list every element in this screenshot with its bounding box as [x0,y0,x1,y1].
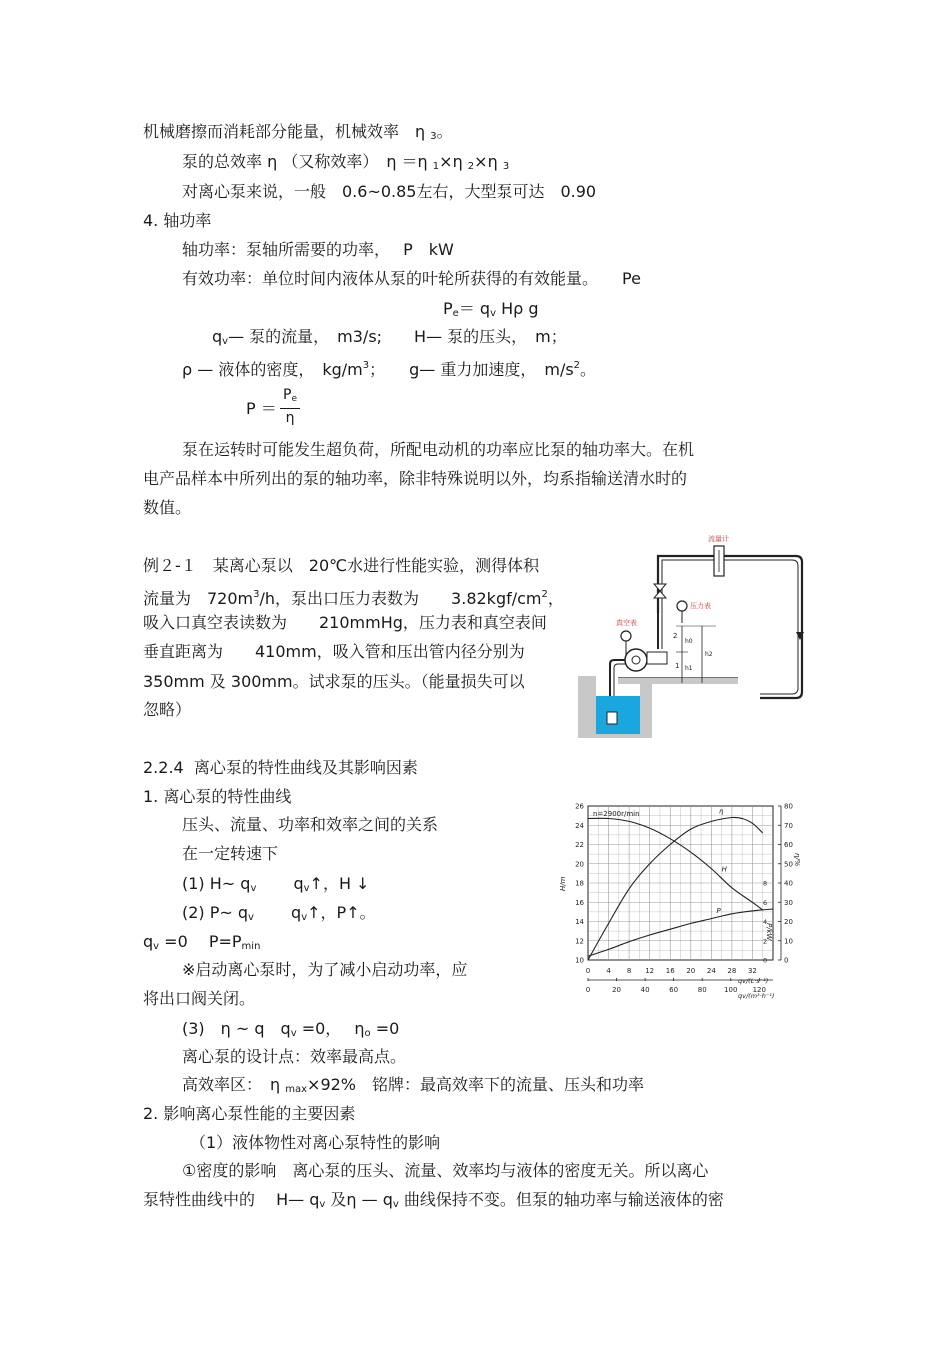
flowmeter-label: 流量计 [708,535,729,543]
y-right-eta-tick-label: 70 [784,821,793,830]
y-right-eta-tick-label: 40 [784,879,793,888]
text-line: (1) H~ $q_v$ $q_v↑$，H ↓ [182,874,370,894]
y-left-tick-label: 14 [575,918,584,926]
vacuum-gauge-label: 真空表 [616,619,637,627]
y-right-eta-tick-label: 60 [784,841,793,849]
y-right-eta-tick-label: 0 [784,956,789,965]
h0-label: h0 [685,638,693,645]
text-line: 轴功率：泵轴所需要的功率， P kW [182,240,454,259]
example-line: 吸入口真空表读数为 210mmHg，压力表和真空表间 [143,613,547,632]
point-1-label: 1 [675,662,680,670]
x-tick-label: 32 [747,967,757,975]
text-line: $q_v—$ 泵的流量， m3/s; H— 泵的压头， m； [212,327,567,347]
y-left-tick-label: 10 [575,956,584,965]
text-line: 在一定转速下 [182,844,279,863]
y-left-tick-label: 22 [575,841,584,849]
paragraph-line: ①密度的影响 离心泵的压头、流量、效率均与液体的密度无关。所以离心 [182,1161,709,1180]
fraction-bar [280,408,300,409]
x-tick-label: 28 [727,967,737,975]
x2-tick-label: 0 [585,986,591,994]
pressure-gauge-label: 压力表 [690,602,711,610]
text-line: $q_v =0$ $P=P_{min}$ [143,932,261,952]
y-right-eta-tick-label: 10 [784,937,793,946]
y-right-p-tick-label: 0 [763,956,768,965]
text-line: 有效功率：单位时间内液体从泵的叶轮所获得的有效能量。 Pe [182,269,641,288]
x-tick-label: 0 [585,967,591,975]
x-tick-label: 20 [686,967,696,975]
x2-tick-label: 40 [640,986,650,994]
text-line: 将出口阀关闭。 [143,989,256,1008]
text-line: 高效率区： η $_{max}$×92% 铭牌：最高效率下的流量、压头和功率 [182,1075,645,1095]
example-line: 例２-１ 某离心泵以 20℃水进行性能实验，测得体积 [143,556,540,575]
h2-label: h2 [705,651,713,658]
y-right-eta-axis-label: η/% [793,853,801,867]
text-line: (3) η ~ q $q_v =0$， $\eta_o =0$ [182,1019,400,1039]
paragraph-line: 泵特性曲线中的 H— $q_v$ 及η — $q_v$ 曲线保持不变。但泵的轴功率与输送液体的密 [143,1190,724,1210]
h1-label: h1 [685,665,693,672]
equation-p-lhs: P ＝ [246,399,277,418]
speed-annotation: n=2900r/min [593,810,640,818]
x2-tick-label: 20 [612,986,622,994]
series-label: η [719,807,724,816]
paragraph-line: 泵在运转时可能发生超负荷，所配电动机的功率应比泵的轴功率大。在机 [182,440,695,459]
x-tick-label: 8 [626,967,632,975]
point-2-label: 2 [673,632,678,640]
x2-tick-label: 80 [697,986,707,994]
y-left-tick-label: 26 [575,802,584,811]
paragraph-line: 数值。 [143,498,192,517]
x2-tick-label: 100 [724,986,738,994]
y-right-p-axis-label: P/kW [765,923,773,941]
y-left-tick-label: 18 [575,879,584,888]
text-line: 泵的总效率 η （又称效率） η ＝η $_1$×η $_2$×η $_3$ [182,152,510,172]
y-right-eta-tick-label: 80 [784,802,793,811]
section-heading: 2.2.4 离心泵的特性曲线及其影响因素 [143,758,418,777]
example-line: 垂直距离为 410mm，吸入管和压出管内径分别为 [143,642,525,661]
y-left-axis-label: H/m [559,876,567,891]
text-line: 离心泵的设计点：效率最高点。 [182,1047,407,1066]
x-tick-label: 4 [606,967,611,975]
y-left-tick-label: 20 [575,860,584,869]
y-right-eta-tick-label: 50 [784,860,793,869]
text-line: 压头、流量、功率和效率之间的关系 [182,815,439,834]
section-heading: 4. 轴功率 [143,211,212,230]
water-tank [596,696,640,734]
text-line: 对离心泵来说，一般 0.6~0.85左右，大型泵可达 0.90 [182,182,597,201]
text-line: ※启动离心泵时，为了减小启动功率，应 [182,960,468,979]
y-left-tick-label: 16 [575,898,584,907]
y-right-p-tick-label: 4 [763,918,768,926]
y-right-p-tick-label: 2 [763,937,768,946]
y-right-eta-tick-label: 30 [784,898,793,907]
series-label: P [716,906,721,915]
y-right-p-tick-label: 8 [763,879,768,888]
text-line: （1）液体物性对离心泵特性的影响 [190,1133,441,1152]
series-label: H [721,865,727,874]
x2-tick-label: 120 [752,986,766,994]
text-line: (2) P~ $q_v$ $q_v↑$，P↑。 [182,903,376,923]
fraction-numerator: $P_e$ [283,387,297,404]
pump-characteristic-chart [555,795,800,1010]
paragraph-line: 电产品样本中所列出的泵的轴功率，除非特殊说明以外，均系指输送清水时的 [143,469,688,488]
pump-test-diagram [578,528,810,738]
y-right-eta-tick-label: 20 [784,918,793,926]
text-line: 机械磨擦而消耗部分能量，机械效率 η $_3$。 [143,122,453,142]
x-tick-label: 12 [645,967,655,975]
x2-axis-label: qv/(m³·h⁻¹) [738,992,775,1000]
text-line: ρ — 液体的密度， $kg/m^3$； g— 重力加速度， $m/s^2$。 [182,360,597,379]
x2-tick-label: 60 [669,986,679,994]
y-left-tick-label: 12 [575,937,584,946]
subsection-heading: 1. 离心泵的特性曲线 [143,787,292,806]
x-tick-label: 24 [706,967,716,975]
equation-fraction [280,387,300,426]
fraction-denominator: η [285,410,295,426]
x-tick-label: 16 [665,967,675,975]
y-right-p-tick-label: 6 [763,898,768,907]
example-line: 流量为 $720m^3/h$，泵出口压力表数为 $3.82kgf/cm^2$， [143,589,564,608]
example-line: 忽略） [143,700,192,719]
subsection-heading: 2. 影响离心泵性能的主要因素 [143,1104,356,1123]
equation-pe: $P_e= q_v$ Hρ g [443,299,539,319]
x-axis-label: qv/(L·s⁻¹) [738,977,769,985]
y-left-tick-label: 24 [575,821,584,830]
example-line: 350mm 及 300mm。试求泵的压头。（能量损失可以 [143,672,525,691]
